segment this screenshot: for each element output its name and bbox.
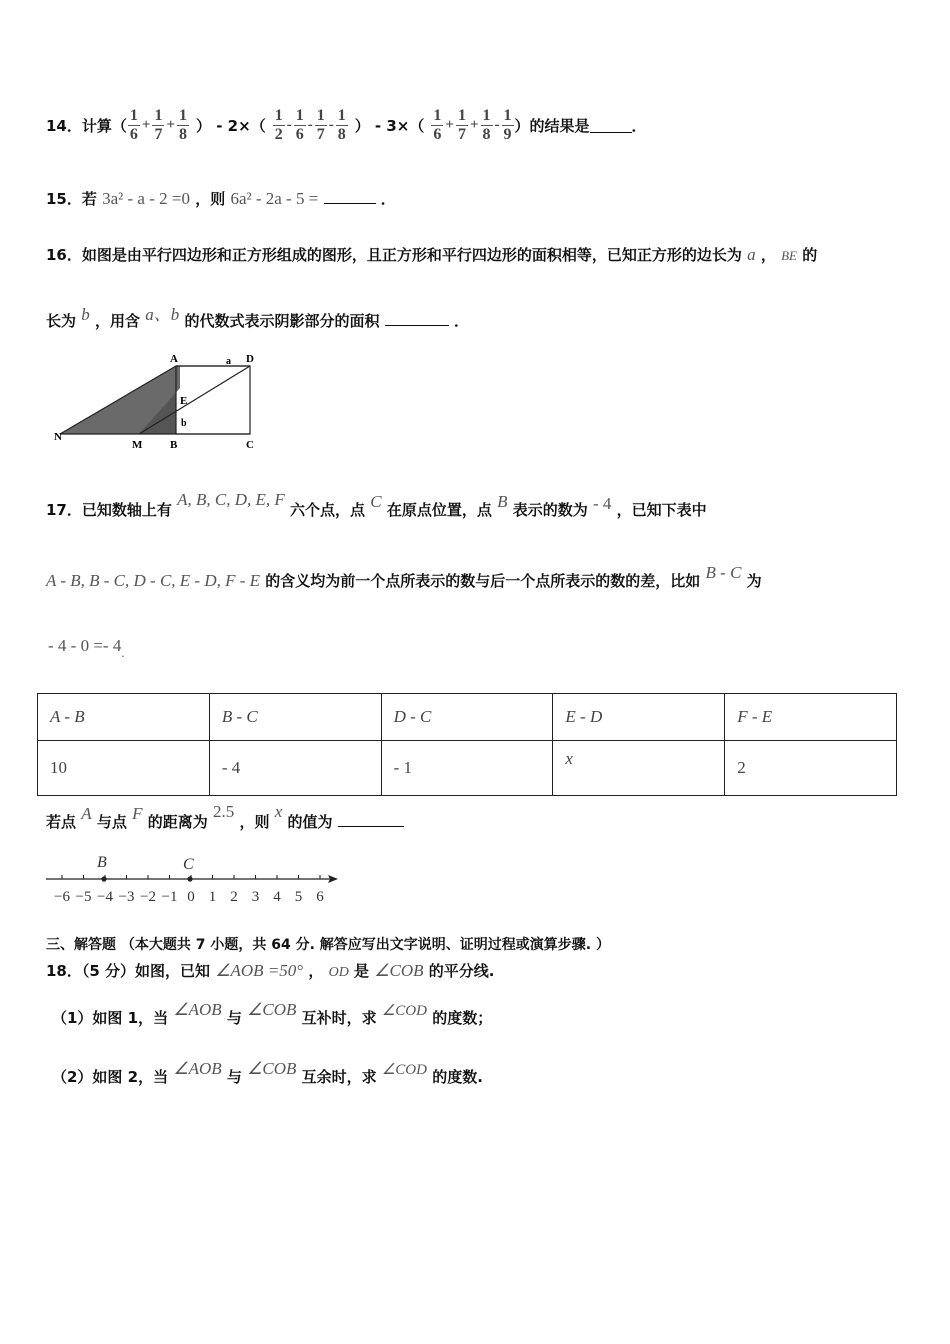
tick-label: 4 [273,889,281,905]
operator: + [166,116,176,133]
operator: - [328,116,334,133]
q14-fraction-group-2 [272,107,349,144]
q15-expression-2: 6a² - 2a - 5 = [230,189,319,208]
q17-line-2 [46,563,762,591]
fraction [502,107,514,144]
operator: - [307,116,313,133]
tick-label: −2 [140,889,156,905]
fraction [294,107,306,144]
label-c: C [183,856,194,873]
label-M: M [132,439,143,451]
q17-text-1d: 表示的数为 [512,501,588,519]
q18-p2-aob: ∠AOB [173,1059,222,1078]
tick-label: 5 [294,889,303,905]
q18-line-1 [46,960,494,981]
q16-text-2c: 的代数式表示阴影部分的面积 [184,312,380,330]
q17-table [37,693,897,796]
fraction-numerator: 1 [503,106,512,124]
table-cell: - 4 [209,741,381,796]
table-cell: - 1 [381,741,553,796]
fraction [481,107,493,144]
table-row [38,741,897,796]
q16-text-2a: 长为 [46,312,77,330]
q18-cob: ∠COB [374,961,424,980]
tick-label: −1 [161,889,178,905]
table-header-cell: A - B [38,694,210,741]
q17-text-1c: 在原点位置，点 [386,501,492,519]
section-3-heading: 三、解答题 （本大题共 7 小题，共 64 分. 解答应写出文字说明、证明过程或演算步骤. ） [46,937,610,953]
tick-label: −6 [54,889,70,905]
fraction-denominator: 8 [179,125,188,143]
q17-var-f: F [132,804,143,823]
q18-text-1b: ， [308,962,324,980]
fraction [431,107,443,144]
q18-p2a: （2）如图 2，当 [52,1068,169,1086]
fraction-denominator: 6 [433,125,442,143]
q17-qb: 与点 [96,813,127,831]
q16-var-a: a [747,245,756,264]
tick-label: −3 [118,889,135,905]
q16-vars-ab: a、b [145,305,180,324]
fraction-numerator: 1 [295,106,304,124]
fraction-denominator: 9 [503,125,512,143]
fraction-denominator: 8 [482,125,491,143]
q17-text-1a: 17．已知数轴上有 [46,501,172,519]
q18-p1-yu: 与 [226,1009,242,1027]
tick-label: 6 [316,889,324,905]
q17-var-x: x [274,802,283,821]
q17-var-c: C [370,492,382,511]
q17-text-1e: ，已知下表中 [616,501,707,519]
fraction [456,107,468,144]
q16-var-be: BE [781,248,797,263]
q17-points: A, B, C, D, E, F [177,490,285,509]
q14-end: ． [631,116,647,135]
q18-text-1a: 18．（5 分）如图，已知 [46,962,211,980]
q17-neg4: - 4 [592,494,612,513]
q16-figure [50,348,270,456]
q18-p1a: （1）如图 1，当 [52,1009,169,1027]
q17-answer-blank[interactable] [338,812,404,827]
fraction-denominator: 6 [129,125,138,143]
tick-label: −5 [75,889,92,905]
label-D: D [246,353,254,365]
fraction-numerator: 1 [337,106,346,124]
q14-mid-1: ） - 2×（ [196,116,266,135]
tick-label: −4 [97,889,113,905]
q18-part-2 [52,1059,483,1087]
q18-p1b: 互补时，求 [301,1009,377,1027]
q18-p1-cob: ∠COB [247,1000,297,1019]
q17-line-1 [46,490,707,520]
fraction [336,107,348,144]
q14-line [46,103,647,147]
table-header-cell: F - E [725,694,897,741]
fraction [152,107,164,144]
tick-label: 3 [251,889,260,905]
q16-var-b: b [81,305,90,324]
tick-label: 1 [208,889,217,905]
q18-p2c: 的度数. [432,1068,483,1086]
table-header-cell: B - C [209,694,381,741]
table-cell: 10 [38,741,210,796]
q17-distance: 2.5 [213,802,235,821]
q15-equation-1: 3a² - a - 2 =0 [102,189,190,208]
q14-fraction-group-3 [430,107,514,144]
fraction-numerator: 1 [316,106,325,124]
label-C: C [246,439,254,451]
q17-example [48,636,125,661]
q17-qc: 的距离为 [147,813,208,831]
q16-de: 的 [802,246,818,264]
q17-qe: 的值为 [287,813,333,831]
q17-qa: 若点 [46,813,77,831]
q17-qd: ，则 [239,813,270,831]
operator: - [494,116,500,133]
fraction-denominator: 8 [337,125,346,143]
q14-number-lead: 14．计算（ [46,116,127,135]
q15-answer-blank[interactable] [324,189,376,204]
label-A: A [170,353,178,365]
label-B: B [170,439,178,451]
tick-label: 2 [230,889,238,905]
q14-answer-blank[interactable] [590,118,632,133]
q16-line-1 [46,244,817,265]
q15-end: ． [380,190,396,208]
fraction-denominator: 7 [316,125,325,143]
q18-part-1 [52,1000,492,1028]
q16-line-2 [46,300,469,331]
q18-p2-yu: 与 [226,1068,242,1086]
q16-text-2b: ，用含 [94,312,140,330]
q17-text-1b: 六个点，点 [290,501,366,519]
q16-end: ． [453,312,469,330]
fraction [128,107,140,144]
q17-diffs: A - B, B - C, D - C, E - D, F - E [46,571,261,590]
label-b: B [97,854,107,871]
point-b [101,876,106,881]
q18-angle-aob: ∠AOB =50° [215,961,304,980]
q14-mid-2: ） - 3×（ [354,116,425,135]
q15-line [46,188,396,209]
table-header-cell: E - D [553,694,725,741]
q17-var-b: B [497,492,508,511]
q18-p2-cod: ∠COD [381,1062,427,1078]
fraction [315,107,327,144]
label-N: N [54,431,62,443]
fraction [273,107,285,144]
fraction-denominator: 6 [295,125,304,143]
q18-text-1c: 是 [354,962,370,980]
q18-p1c: 的度数； [432,1009,493,1027]
q16-text-1: 16．如图是由平行四边形和正方形组成的图形，且正方形和平行四边形的面积相等，已知正方形的边长为 [46,246,742,264]
q17-number-line [40,850,350,908]
q16-comma: ， [760,246,776,264]
operator: + [445,116,454,133]
q17-wei: 为 [746,572,762,590]
q15-then: ，则 [195,190,226,208]
operator: - [286,116,292,133]
q17-example-end: . [121,645,125,660]
operator: + [141,116,151,133]
tick-label: 0 [187,889,195,905]
fraction-numerator: 1 [457,106,466,124]
fraction-denominator: 2 [274,125,283,143]
fraction-numerator: 1 [274,106,283,124]
fraction-numerator: 1 [129,106,138,124]
label-b: b [181,418,187,429]
q18-od: OD [328,965,349,980]
fraction-numerator: 1 [154,106,163,124]
table-cell: x [553,741,725,796]
table-cell: 2 [725,741,897,796]
table-header-row [38,694,897,741]
q18-p2b: 互余时，求 [301,1068,377,1086]
operator: + [469,116,479,133]
q18-text-1d: 的平分线. [428,962,495,980]
q17-example-equation: - 4 - 0 =- 4 [48,636,122,655]
q16-answer-blank[interactable] [385,311,449,326]
q17-question-line [46,802,404,832]
fraction [177,107,189,144]
q17-var-a: A [81,804,92,823]
label-E: E [180,395,188,407]
fraction-numerator: 1 [179,106,188,124]
q18-p1-aob: ∠AOB [173,1000,222,1019]
table-header-cell: D - C [381,694,553,741]
q14-tail: ）的结果是 [514,116,590,135]
q17-bc: B - C [705,563,742,582]
q18-p2-cob: ∠COB [247,1059,297,1078]
fraction-numerator: 1 [433,106,442,124]
point-c [187,876,192,881]
fraction-denominator: 7 [457,125,466,143]
fraction-denominator: 7 [154,125,163,143]
label-a: a [226,356,231,367]
fraction-numerator: 1 [482,106,491,124]
q14-fraction-group-1 [127,107,190,144]
q15-lead: 15．若 [46,190,97,208]
q18-p1-cod: ∠COD [381,1003,427,1019]
q17-text-2: 的含义均为前一个点所表示的数与后一个点所表示的数的差，比如 [265,572,701,590]
